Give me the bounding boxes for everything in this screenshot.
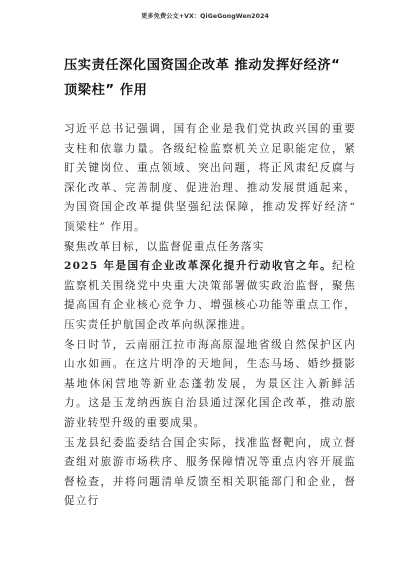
paragraph-2025-lead: 2025 年是国有企业改革深化提升行动收官之年。: [64, 260, 333, 273]
paragraph-yulong: 玉龙县纪委监委结合国企实际，找准监督靶向，成立督查组对旅游市场秩序、服务保障情况等重点内容开展监督检查，并将问题清单反馈至相关职能部门和企业，督促立行: [64, 436, 356, 508]
document-title: 压实责任深化国资国企改革 推动发挥好经济“ 顶梁柱” 作用: [64, 58, 341, 98]
paragraph-2025-text: 纪检监察机关围绕党中央重大决策部署做实政治监督，聚焦提高国有企业核心竞争力、增强核心功能等重点工作，压实责任护航国企改革向纵深推进。: [64, 260, 356, 331]
paragraph-2025: [64, 257, 356, 335]
paragraph-subheading: 聚焦改革目标，以监督促重点任务落实: [64, 240, 265, 253]
top-banner: 更多免费公文+VX：QiGeGongWen2024: [141, 13, 269, 20]
paragraph-intro: 习近平总书记强调，国有企业是我们党执政兴国的重要支柱和依靠力量。各级纪检监察机关立足职能定位，紧盯关键岗位、重点领域、突出问题，将正风肃纪反腐与深化改革、完善制度、促进治理、推动发展贯通起来，为国资国企改革提供坚强纪法保障，推动发挥好经济“ 顶梁柱” 作用。: [64, 123, 356, 233]
paragraph-lijiang: 冬日时节，云南丽江拉市海高原湿地省级自然保护区内山水如画。在这片明净的天地间，生态马场、婚纱摄影基地休闲营地等新业态蓬勃发展，为景区注入新鲜活力。这是玉龙纳西族自治县通过深化国企改革，推动旅游业转型升级的重要成果。: [64, 338, 356, 429]
document-body: [64, 120, 356, 512]
